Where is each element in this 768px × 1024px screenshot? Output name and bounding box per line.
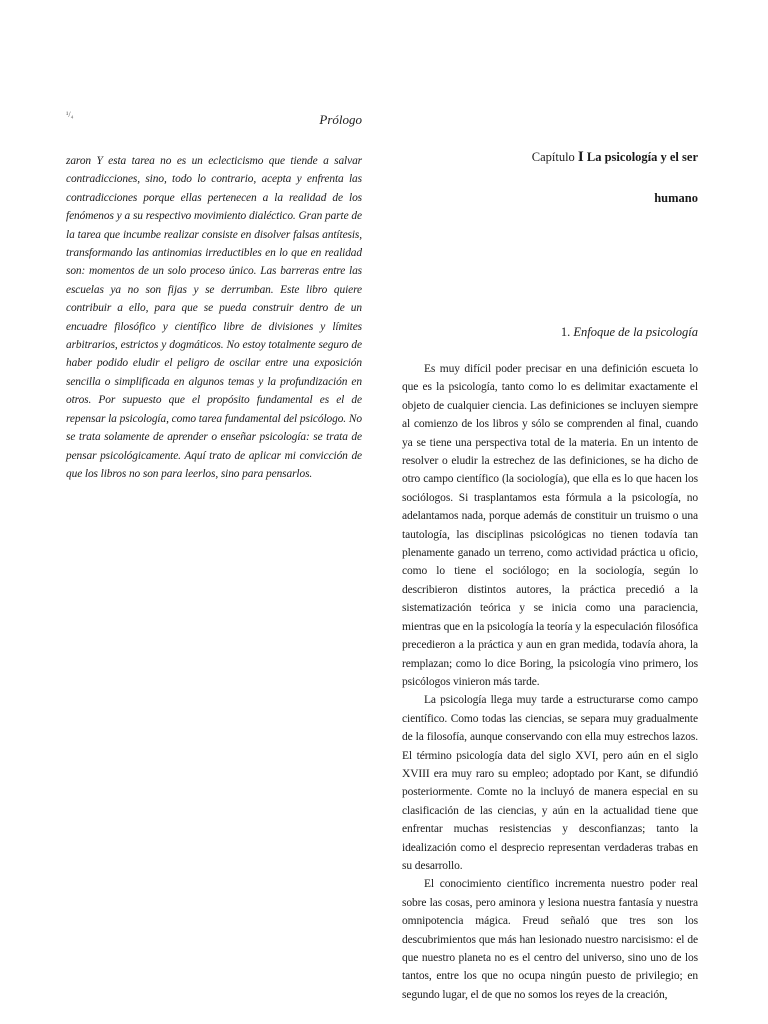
- section-heading: [430, 325, 698, 340]
- chapter-label: Capítulo: [531, 150, 575, 164]
- section-number: 1.: [560, 325, 571, 339]
- chapter-title-line1: La psicología y el ser: [586, 150, 698, 164]
- prologue-paragraph: zaron Y esta tarea no es un eclecticismo que tiende a salvar contradicciones, sino, todo lo contrario, acepta y enfrenta las contradicciones porque ellas pertenecen a la realidad de los fenómenos y a su respectivo movimiento dialéctico. Gran parte de la tarea que incumbe realizar consiste en disolver falsas antítesis, transformando las antinomias irreductibles en lo que en realidad son: momentos de un solo proceso único. Las barreras entre las escuelas ya no son fijas y se derrumban. Este libro quiere contribuir a ello, para que se pueda construir dentro de un encuadre filosófico y científico libre de divisiones y límites arbitrarios, estrictos y dogmáticos. No estoy totalmente seguro de haber podido eludir el peligro de oscilar entre una exposición sencilla o simplificada en algunos temas y la profundización en otros. Por supuesto que el propósito fundamental es el de repensar la psicología, como tarea fundamental del psicólogo. No se trata solamente de aprender o enseñar psicología: se trata de pensar psicológicamente. Aquí trato de aplicar mi convicción de que los libros no son para leerlos, sino para pensarlos.: [66, 155, 362, 480]
- chapter-number: I: [577, 149, 584, 165]
- body-paragraph: El conocimiento científico incrementa nuestro poder real sobre las cosas, pero aminora y lesiona nuestra fantasía y nuestra omnipotencia mágica. Freud señaló que tres son los descubrimientos que más han lesionado nuestro narcisismo: el de que nuestro planeta no es el centro del universo, sino uno de los tantos, entre los que no ocupa ningún puesto de privilegio; en segundo lugar, el de que no somos los reyes de la creación,: [402, 878, 698, 1001]
- chapter-heading-line1: [430, 149, 698, 166]
- body-paragraph: La psicología llega muy tarde a estructurarse como campo científico. Como todas las ciencias, se separa muy gradualmente de la filosofía, aunque conservando con ella muy estrechos lazos. El término psicología data del siglo XVI, pero aún en el siglo XVIII era muy raro su empleo; adoptado por Kant, se difundió posteriormente. Comte no la incluyó de manera especial en su clasificación de las ciencias, y aún en la actualidad tiene que enfrentar muchas resistencias y desconfianzas; tanto la idealización como el desprecio representan verdaderas trabas en su desarrollo.: [402, 694, 698, 872]
- chapter-title-line2: humano: [654, 191, 698, 205]
- right-column: [402, 360, 698, 1004]
- chapter-heading: [430, 149, 698, 206]
- running-head: Prólogo: [319, 112, 362, 127]
- section-title: Enfoque de la psicología: [573, 325, 698, 339]
- body-paragraph: Es muy difícil poder precisar en una definición escueta lo que es la psicología, tanto como lo es delimitar exactamente el objeto de cualquier ciencia. Las definiciones se incluyen siempre al comienzo de los libros y sólo se comprenden al final, cuando ya se tiene una perspectiva total de la materia. En un intento de resolver o eludir la estrechez de las definiciones, se ha dicho de otro campo científico (la sociología), que ella es lo que hacen los sociólogos. Si trasplantamos esta fórmula a la psicología, no adelantamos nada, porque además de constituir un truismo o una tautología, las disciplinas psicológicas no tienen todavía tan plenamente ganado un terreno, como actividad práctica u oficio, como lo tiene el sociólogo; en la sociología, según lo describieron distintos autores, la práctica precedió a la sistematización teórica y se inicia como una paraciencia, mientras que en la psicología la teoría y la especulación filosófica precedieron a la práctica y aun en gran medida, todavía ahora, la remplazan; como lo dice Boring, la psicología vino primero, los psicólogos vinieron más tarde.: [402, 363, 698, 688]
- page-marker: ¹/₄: [66, 110, 74, 119]
- left-column: [66, 152, 362, 483]
